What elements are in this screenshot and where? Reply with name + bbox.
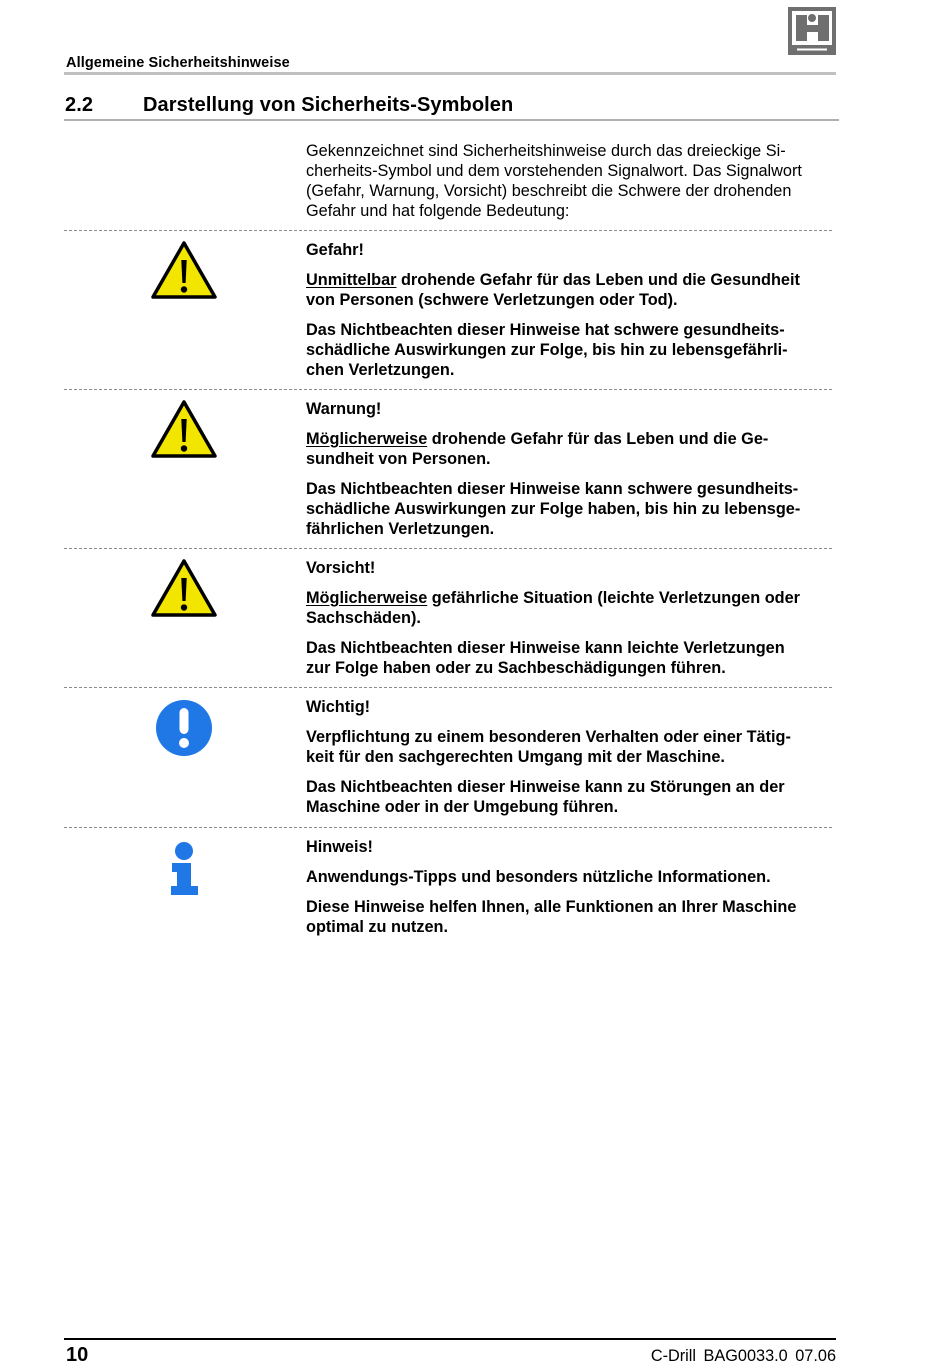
consequence-line: schädliche Auswirkungen zur Folge haben, bis hin zu lebensge- (306, 500, 801, 518)
safety-item-gefahr (306, 240, 834, 390)
dashed-separator (64, 687, 832, 688)
meaning-line: Anwendungs-Tipps und besonders nützliche Informationen. (306, 868, 771, 886)
meaning-line: Verpflichtung zu einem besonderen Verhalten oder einer Tätig- (306, 728, 791, 746)
emphasis-word: Unmittelbar (306, 271, 397, 289)
dashed-separator (64, 389, 832, 390)
signal-word: Hinweis! (306, 838, 373, 856)
safety-item-warnung (306, 399, 834, 549)
dashed-separator (64, 548, 832, 549)
signal-word: Gefahr! (306, 241, 364, 259)
safety-item-vorsicht (306, 558, 834, 688)
warning-triangle-icon (150, 399, 218, 459)
consequence-line: Das Nichtbeachten dieser Hinweise kann zu Störungen an der (306, 778, 785, 796)
info-icon (150, 839, 218, 899)
document-reference: C-Drill BAG0033.0 07.06 (650, 1347, 836, 1365)
signal-word: Warnung! (306, 400, 382, 418)
consequence-line: Das Nichtbeachten dieser Hinweise kann leichte Verletzungen (306, 639, 785, 657)
consequence-text (306, 777, 834, 817)
consequence-line: Das Nichtbeachten dieser Hinweise kann schwere gesundheits- (306, 480, 799, 498)
meaning-text (306, 429, 834, 469)
intro-paragraph (306, 141, 834, 221)
safety-item-wichtig (306, 697, 834, 827)
meaning-text (306, 727, 834, 767)
consequence-line: Maschine oder in der Umgebung führen. (306, 798, 619, 816)
consequence-line: Das Nichtbeachten dieser Hinweise hat schwere gesundheits- (306, 321, 785, 339)
consequence-line: optimal zu nutzen. (306, 918, 448, 936)
section-title: Darstellung von Sicherheits-Symbolen (143, 94, 514, 116)
header-rule (64, 72, 836, 75)
meaning-line: sundheit von Personen. (306, 450, 491, 468)
consequence-line: schädliche Auswirkungen zur Folge, bis hin zu lebensgefährli- (306, 341, 788, 359)
intro-line: cherheits-Symbol und dem vorstehenden Signalwort. Das Signalwort (306, 162, 802, 180)
meaning-line: drohende Gefahr für das Leben und die Gesundheit (396, 271, 800, 289)
consequence-text (306, 897, 834, 937)
page-number: 10 (66, 1344, 89, 1366)
section-heading (65, 94, 513, 117)
exclamation-circle-icon (150, 697, 218, 757)
running-header: Allgemeine Sicherheitshinweise (66, 55, 290, 71)
meaning-line: gefährliche Situation (leichte Verletzungen oder (427, 589, 800, 607)
intro-line: (Gefahr, Warnung, Vorsicht) beschreibt die Schwere der drohenden (306, 182, 792, 200)
consequence-line: chen Verletzungen. (306, 361, 455, 379)
section-rule (64, 119, 839, 121)
meaning-text (306, 867, 834, 887)
dashed-separator (64, 230, 832, 231)
emphasis-word: Möglicherweise (306, 430, 428, 448)
signal-word: Wichtig! (306, 698, 371, 716)
warning-triangle-icon (150, 240, 218, 300)
meaning-line: Sachschäden). (306, 609, 421, 627)
warning-triangle-icon (150, 558, 218, 618)
dashed-separator (64, 827, 832, 828)
consequence-text (306, 320, 834, 380)
footer-rule (64, 1338, 836, 1340)
consequence-line: Diese Hinweise helfen Ihnen, alle Funktionen an Ihrer Maschine (306, 898, 797, 916)
meaning-line: drohende Gefahr für das Leben und die Ge- (427, 430, 769, 448)
emphasis-word: Möglicherweise (306, 589, 428, 607)
intro-line: Gefahr und hat folgende Bedeutung: (306, 202, 570, 220)
meaning-line: keit für den sachgerechten Umgang mit der Maschine. (306, 748, 725, 766)
consequence-text (306, 479, 834, 539)
meaning-line: von Personen (schwere Verletzungen oder Tod). (306, 291, 678, 309)
meaning-text (306, 588, 834, 628)
signal-word: Vorsicht! (306, 559, 376, 577)
safety-item-hinweis (306, 837, 834, 947)
consequence-line: fährlichen Verletzungen. (306, 520, 495, 538)
section-number: 2.2 (65, 94, 94, 116)
consequence-text (306, 638, 834, 678)
amazone-logo (788, 7, 836, 55)
meaning-text (306, 270, 834, 310)
consequence-line: zur Folge haben oder zu Sachbeschädigungen führen. (306, 659, 726, 677)
intro-line: Gekennzeichnet sind Sicherheitshinweise durch das dreieckige Si- (306, 142, 786, 160)
